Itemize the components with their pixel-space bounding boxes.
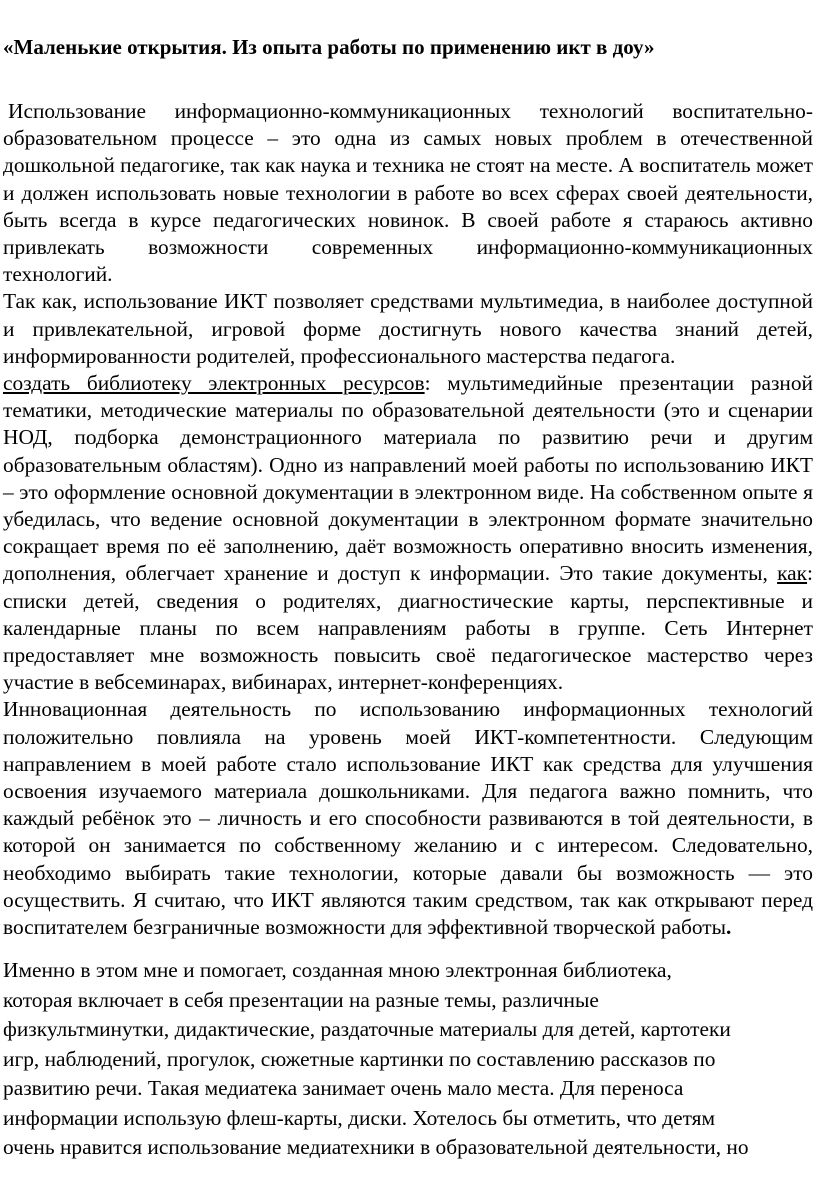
library-text-a: : мультимедийные презентации разной тематики, методические материалы по образовательной деятельности (это и сценарии НОД, подборка демонстрационного материала по развитию речи и другим образовательным областям). Одно из направлений моей работы по использованию ИКТ – это оформление основной документации в электронном виде. На собственном опыте я убедилась, что ведение основной документации в электронном формате значительно сокращает время по её заполнению, даёт возможность оперативно вносить изменения, дополнения, облегчает хранение и доступ к информации. Это такие документы,	[3, 371, 813, 586]
media-line: очень нравится использование медиатехники в образовательной деятельности, но	[3, 1135, 749, 1159]
media-line: физкультминутки, дидактические, раздаточные материалы для детей, картотеки	[3, 1017, 731, 1041]
paragraph-library	[3, 370, 813, 696]
paragraph-innovation	[3, 696, 813, 941]
documents-link[interactable]: как	[777, 561, 808, 586]
media-line: которая включает в себя презентации на разные темы, различные	[3, 987, 599, 1012]
media-line: информации использую флеш-карты, диски. Хотелось бы отметить, что детям	[3, 1105, 716, 1130]
media-line: развитию речи. Такая медиатека занимает очень мало места. Для переноса	[3, 1076, 684, 1100]
document-body	[3, 98, 813, 941]
media-line: Именно в этом мне и помогает, созданная мною электронная библиотека,	[3, 958, 672, 982]
paragraph-ikt-benefits: Так как, использование ИКТ позволяет средствами мультимедиа, в наиболее доступной и привлекательной, игровой форме достигнуть нового качества знаний детей, информированности родителей, профессионального мастерства педагога.	[3, 289, 813, 368]
document-title: «Маленькие открытия. Из опыта работы по применению икт в доу»	[3, 35, 655, 59]
innovation-text: Инновационная деятельность по использованию информационных технологий положительно повлияла на уровень моей ИКТ-компетентности. Следующим направлением в моей работе стало использование ИКТ как средства для улучшения освоения изучаемого материала дошкольниками. Для педагога важно помнить, что каждый ребёнок это – личность и его способности развиваются в той деятельности, в которой он занимается по собственному желанию и с интересом. Следовательно, необходимо выбирать такие технологии, которые давали бы возможность — это осуществить. Я считаю, что ИКТ являются таким средством, так как открывают перед воспитателем безграничные возможности для эффективной творческой работы	[3, 697, 813, 940]
media-line: игр, наблюдений, прогулок, сюжетные картинки по составлению рассказов по	[3, 1046, 716, 1071]
paragraph-media-library	[3, 956, 815, 1163]
library-text-b: : списки детей, сведения о родителях, диагностические карты, перспективные и календарные планы по всем направлениям работы в группе. Сеть Интернет предоставляет мне возможность повысить своё педагогическое мастерство через участие в вебсеминарах, вибинарах, интернет-конференциях.	[3, 561, 813, 695]
paragraph-intro: Использование информационно-коммуникационных технологий воспитательно-образовательном процессе – это одна из самых новых проблем в отечественной дошкольной педагогике, так как наука и техника не стоят на месте. А воспитатель может и должен использовать новые технологии в работе во всех сферах своей деятельности, быть всегда в курсе педагогических новинок. В своей работе я стараюсь активно привлекать возможности современных информационно-коммуникационных технологий.	[3, 99, 813, 287]
library-link[interactable]: создать библиотеку электронных ресурсов	[3, 371, 425, 396]
innovation-end: .	[725, 915, 732, 940]
